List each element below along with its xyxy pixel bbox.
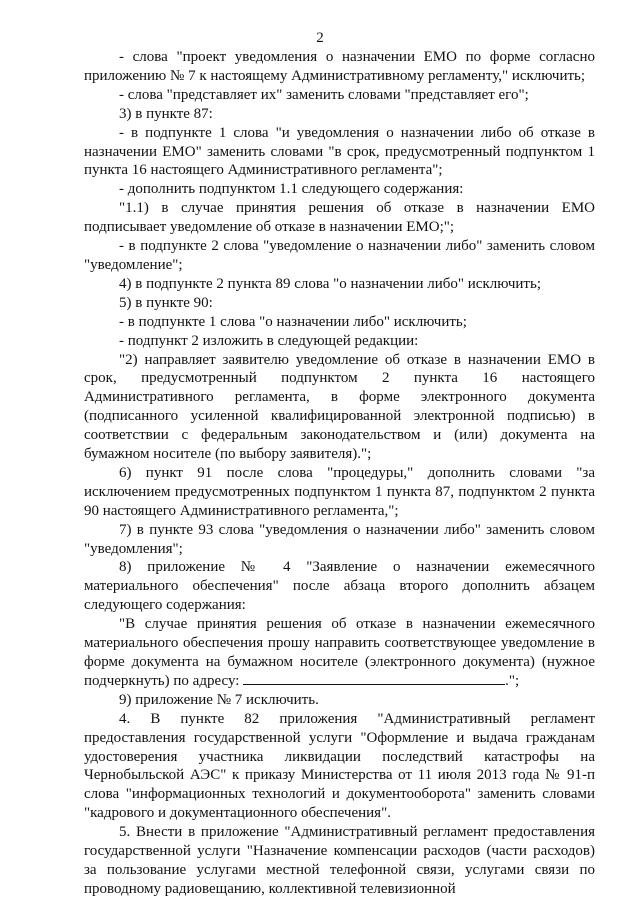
paragraph: 8) приложение № 4 "Заявление о назначении ежемесячного материального обеспечения" после абзаца второго дополнить абзацем следующего содержания: [84,559,595,614]
paragraph: "2) направляет заявителю уведомление об отказе в назначении ЕМО в срок, предусмотренный подпунктом 2 пункта 16 настоящего Административного регламента, в форме электронного документа (подписанного усиленной квалифицированной электронной подписью) в соответствии с федеральным законодательством и (или) документа на бумажном носителе (по выбору заявителя)."; [84,351,595,463]
paragraph: 6) пункт 91 после слова "процедуры," дополнить словами "за исключением предусмотренных подпунктом 1 пункта 87, подпунктом 2 пункта 90 настоящего Административного регламента,"; [84,464,595,519]
paragraph: 4. В пункте 82 приложения "Административный регламент предоставления государственной услуги "Оформление и выдача гражданам удостоверения участника ликвидации последствий катастрофы на Чернобыльской АЭС" к приказу Министерства от 11 июля 2013 года № 91-п слова "информационных технологий и документооборота" заменить словами "кадрового и документационного обеспечения". [84,710,595,822]
address-blank-line [243,672,505,685]
paragraph: 4) в подпункте 2 пункта 89 слова "о назначении либо" исключить; [119,275,541,292]
page-number: 2 [316,30,324,46]
paragraph: 5) в пункте 90: [119,294,213,311]
paragraph: 9) приложение № 7 исключить. [119,691,319,708]
paragraph: 7) в пункте 93 слова "уведомления о назначении либо" заменить словом "уведомления"; [84,521,595,557]
paragraph: - подпункт 2 изложить в следующей редакции: [119,332,419,349]
paragraph: - в подпункте 1 слова "и уведомления о назначении либо об отказе в назначении ЕМО" заменить словами "в срок, предусмотренный подпунктом 1 пункта 16 настоящего Административного регламента"; [84,124,595,179]
paragraph: 3) в пункте 87: [119,105,213,122]
paragraph: - слова "представляет их" заменить словами "представляет его"; [119,86,529,103]
paragraph: "1.1) в случае принятия решения об отказе в назначении ЕМО подписывает уведомление об отказе в назначении ЕМО;"; [84,200,595,236]
paragraph-with-address-line [84,615,595,691]
paragraph: - слова "проект уведомления о назначении ЕМО по форме согласно приложению № 7 к настоящему Административному регламенту," исключить; [84,49,595,84]
paragraph: - дополнить подпунктом 1.1 следующего содержания: [119,181,464,198]
paragraph-text: "В случае принятия решения об отказе в назначении ежемесячного материального обеспечения прошу направить соответствующее уведомление в форме документа на бумажном носителе (электронного документа) (нужное подчеркнуть) по адресу: [84,616,595,689]
address-line-suffix: ."; [505,672,520,689]
document-body [84,48,595,899]
paragraph: - в подпункте 2 слова "уведомление о назначении либо" заменить словом "уведомление"; [84,238,595,273]
paragraph: - в подпункте 1 слова "о назначении либо" исключить; [119,313,467,330]
paragraph: 5. Внести в приложение "Административный регламент предоставления государственной услуги "Назначение компенсации расходов (части расходов) за пользование услугами местной телефонной связи, услугами связи по проводному радиовещанию, коллективной телевизионной [84,824,595,897]
